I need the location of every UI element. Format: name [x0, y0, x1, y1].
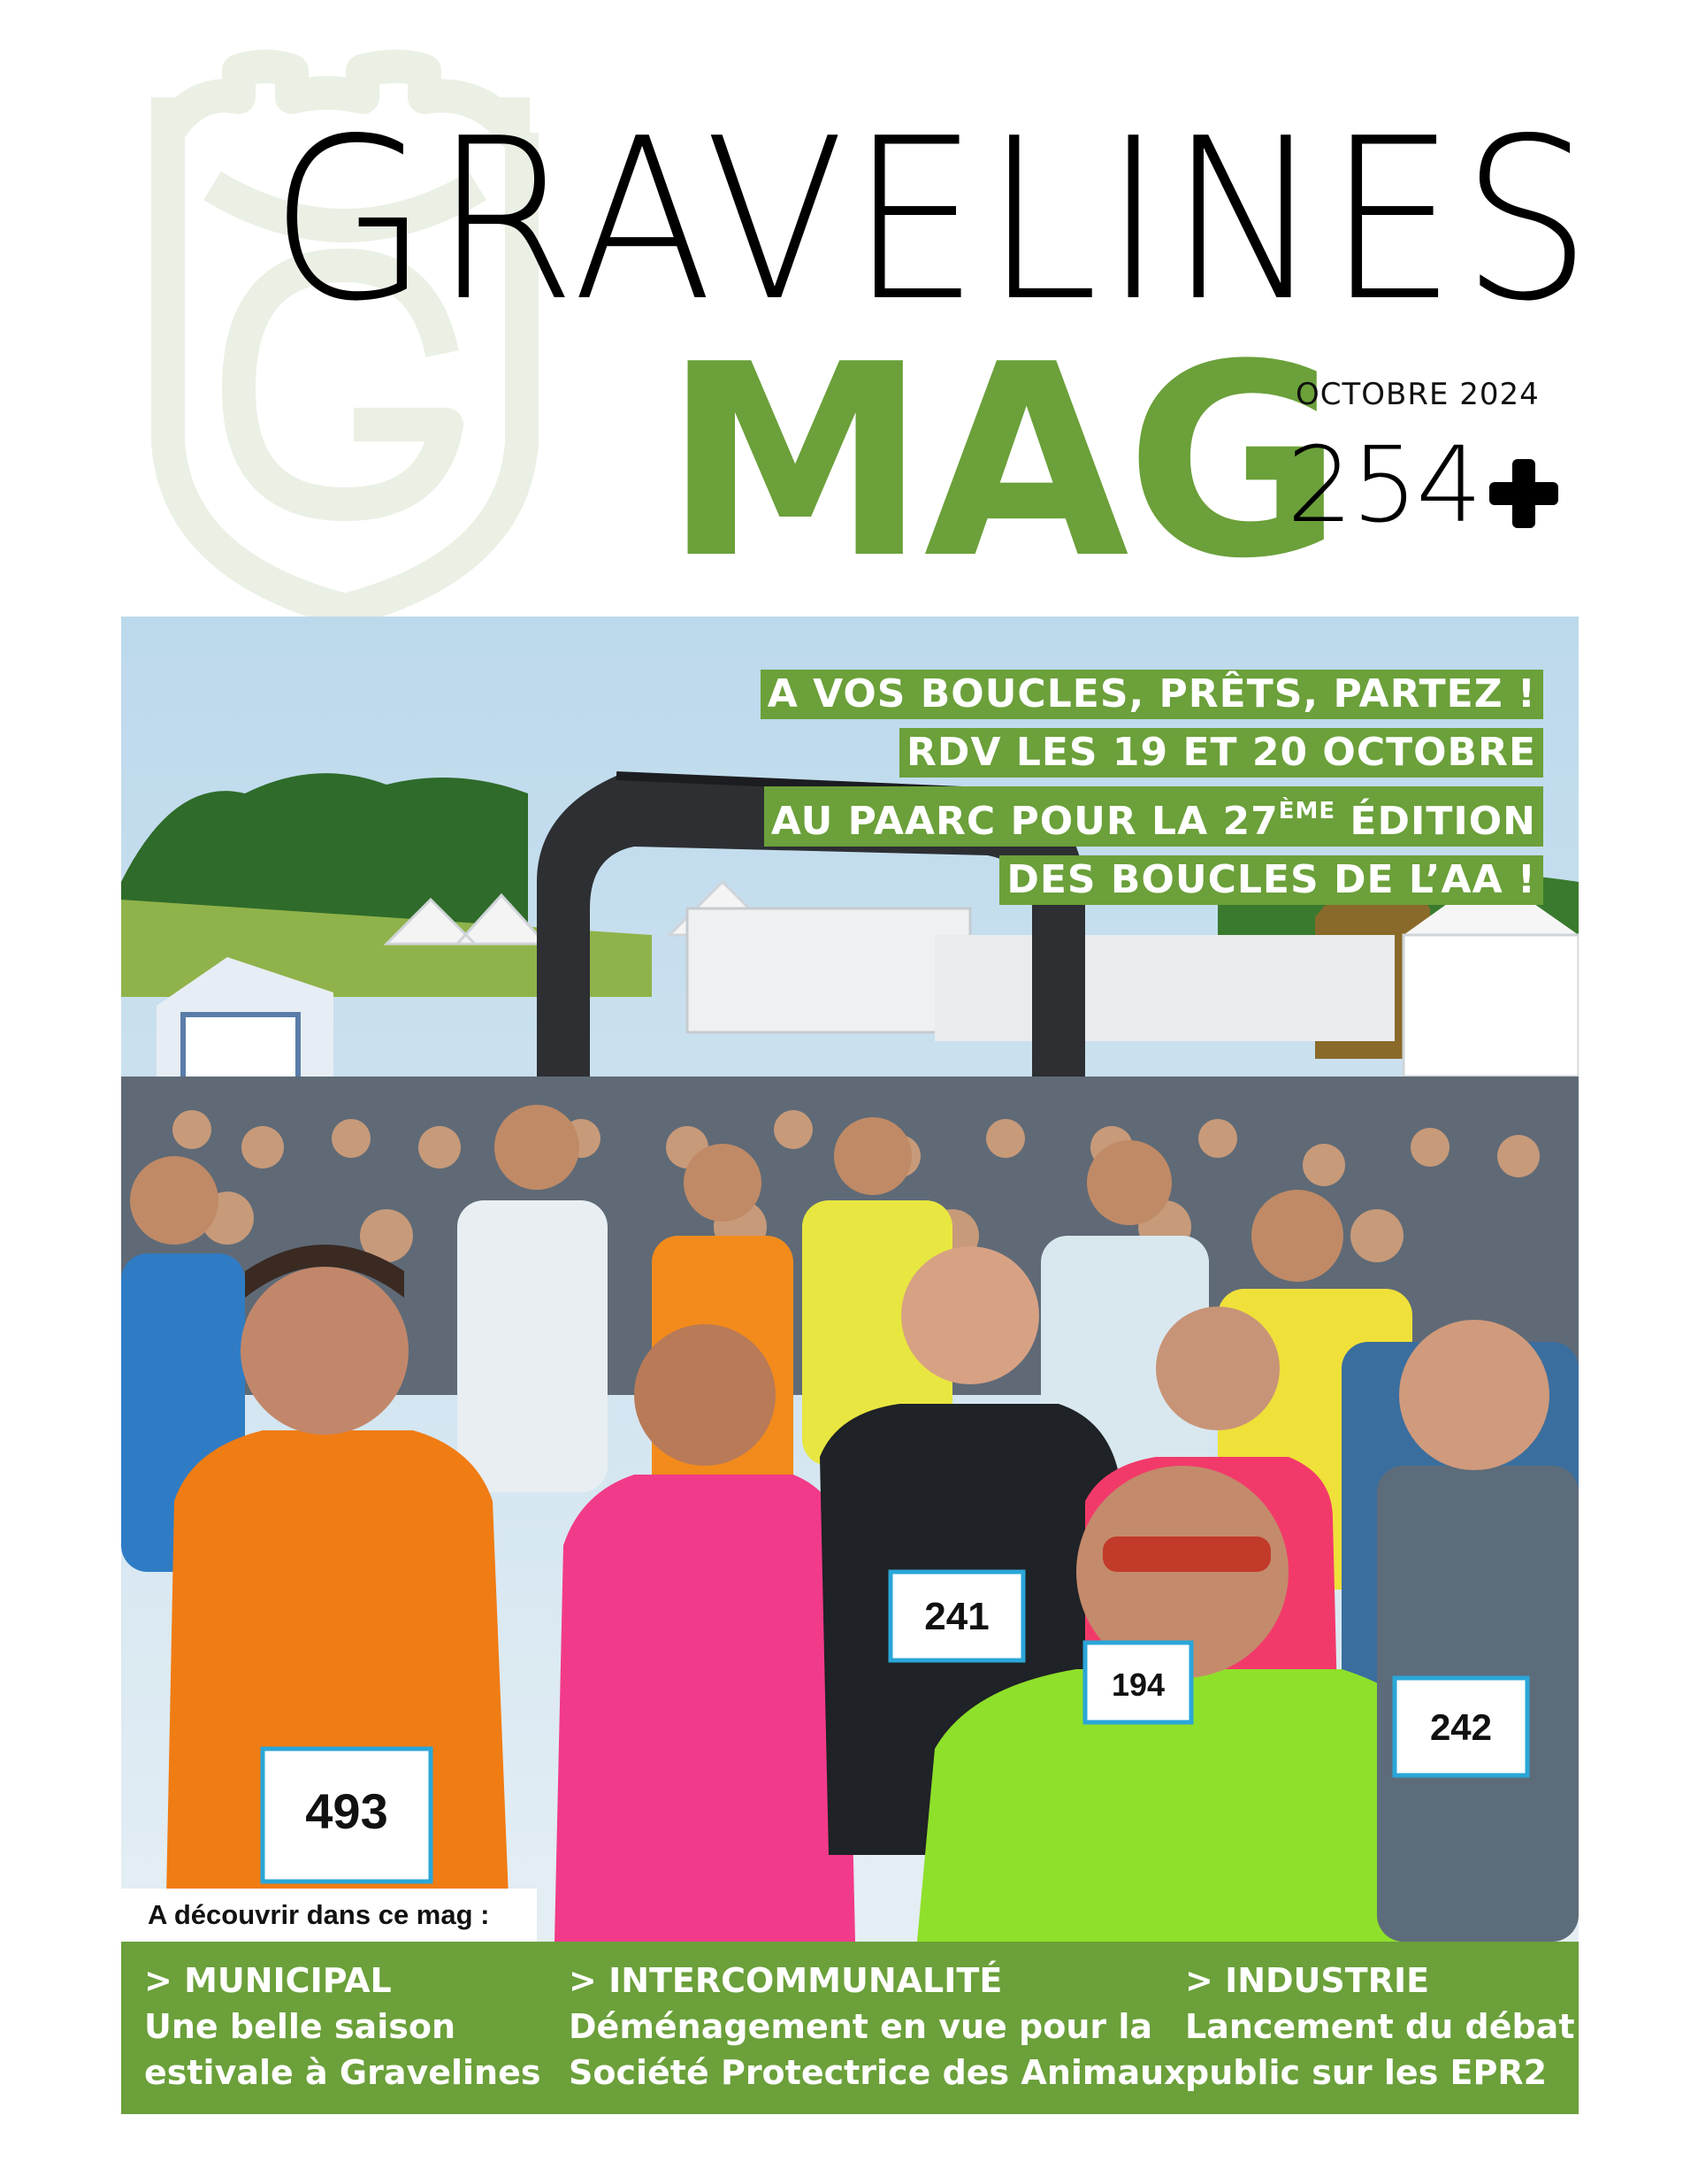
teaser-category: > MUNICIPAL	[144, 1961, 392, 2000]
bib-number: 241	[924, 1595, 990, 1638]
issue-date: OCTOBRE 2024	[1296, 377, 1540, 412]
bib-number: 493	[305, 1783, 388, 1839]
headline-line: RDV LES 19 ET 20 OCTOBRE	[899, 728, 1543, 778]
teaser-text: Lancement du débat	[1185, 2007, 1575, 2046]
teaser-text: Société Protectrice des Animaux	[569, 2053, 1186, 2092]
teaser-text: Une belle saison	[144, 2007, 456, 2046]
teaser-category: > INTERCOMMUNALITÉ	[569, 1961, 1003, 2000]
discover-label: A découvrir dans ce mag :	[121, 1889, 537, 1942]
teaser-intercommunalite[interactable]	[569, 1958, 1186, 2096]
issue-number: 254	[1287, 424, 1481, 546]
headline-line	[764, 786, 1543, 847]
headline-line-part: AU PAARC POUR LA 27	[770, 799, 1279, 844]
teaser-text: Déménagement en vue pour la	[569, 2007, 1153, 2046]
headline-superscript: ÈME	[1278, 798, 1336, 824]
teaser-text: public sur les EPR2	[1185, 2053, 1548, 2092]
teaser-text: estivale à Gravelines	[144, 2053, 541, 2092]
bib-number: 194	[1111, 1667, 1166, 1703]
cover-photo	[121, 617, 1579, 1942]
headline-line: DES BOUCLES DE L’AA !	[999, 855, 1543, 905]
magazine-subtitle-mag: MAG	[663, 308, 1340, 617]
cover-headline	[761, 670, 1543, 914]
plus-icon	[1486, 456, 1562, 532]
teaser-municipal[interactable]	[144, 1958, 541, 2096]
headline-line: A VOS BOUCLES, PRÊTS, PARTEZ !	[761, 670, 1543, 719]
teaser-band	[121, 1942, 1579, 2114]
headline-line-part: ÉDITION	[1335, 799, 1536, 844]
teaser-category: > INDUSTRIE	[1185, 1961, 1430, 2000]
magazine-title: GRAVELINES	[270, 91, 1597, 350]
bib-number: 242	[1429, 1706, 1493, 1748]
teaser-industrie[interactable]	[1185, 1958, 1575, 2096]
